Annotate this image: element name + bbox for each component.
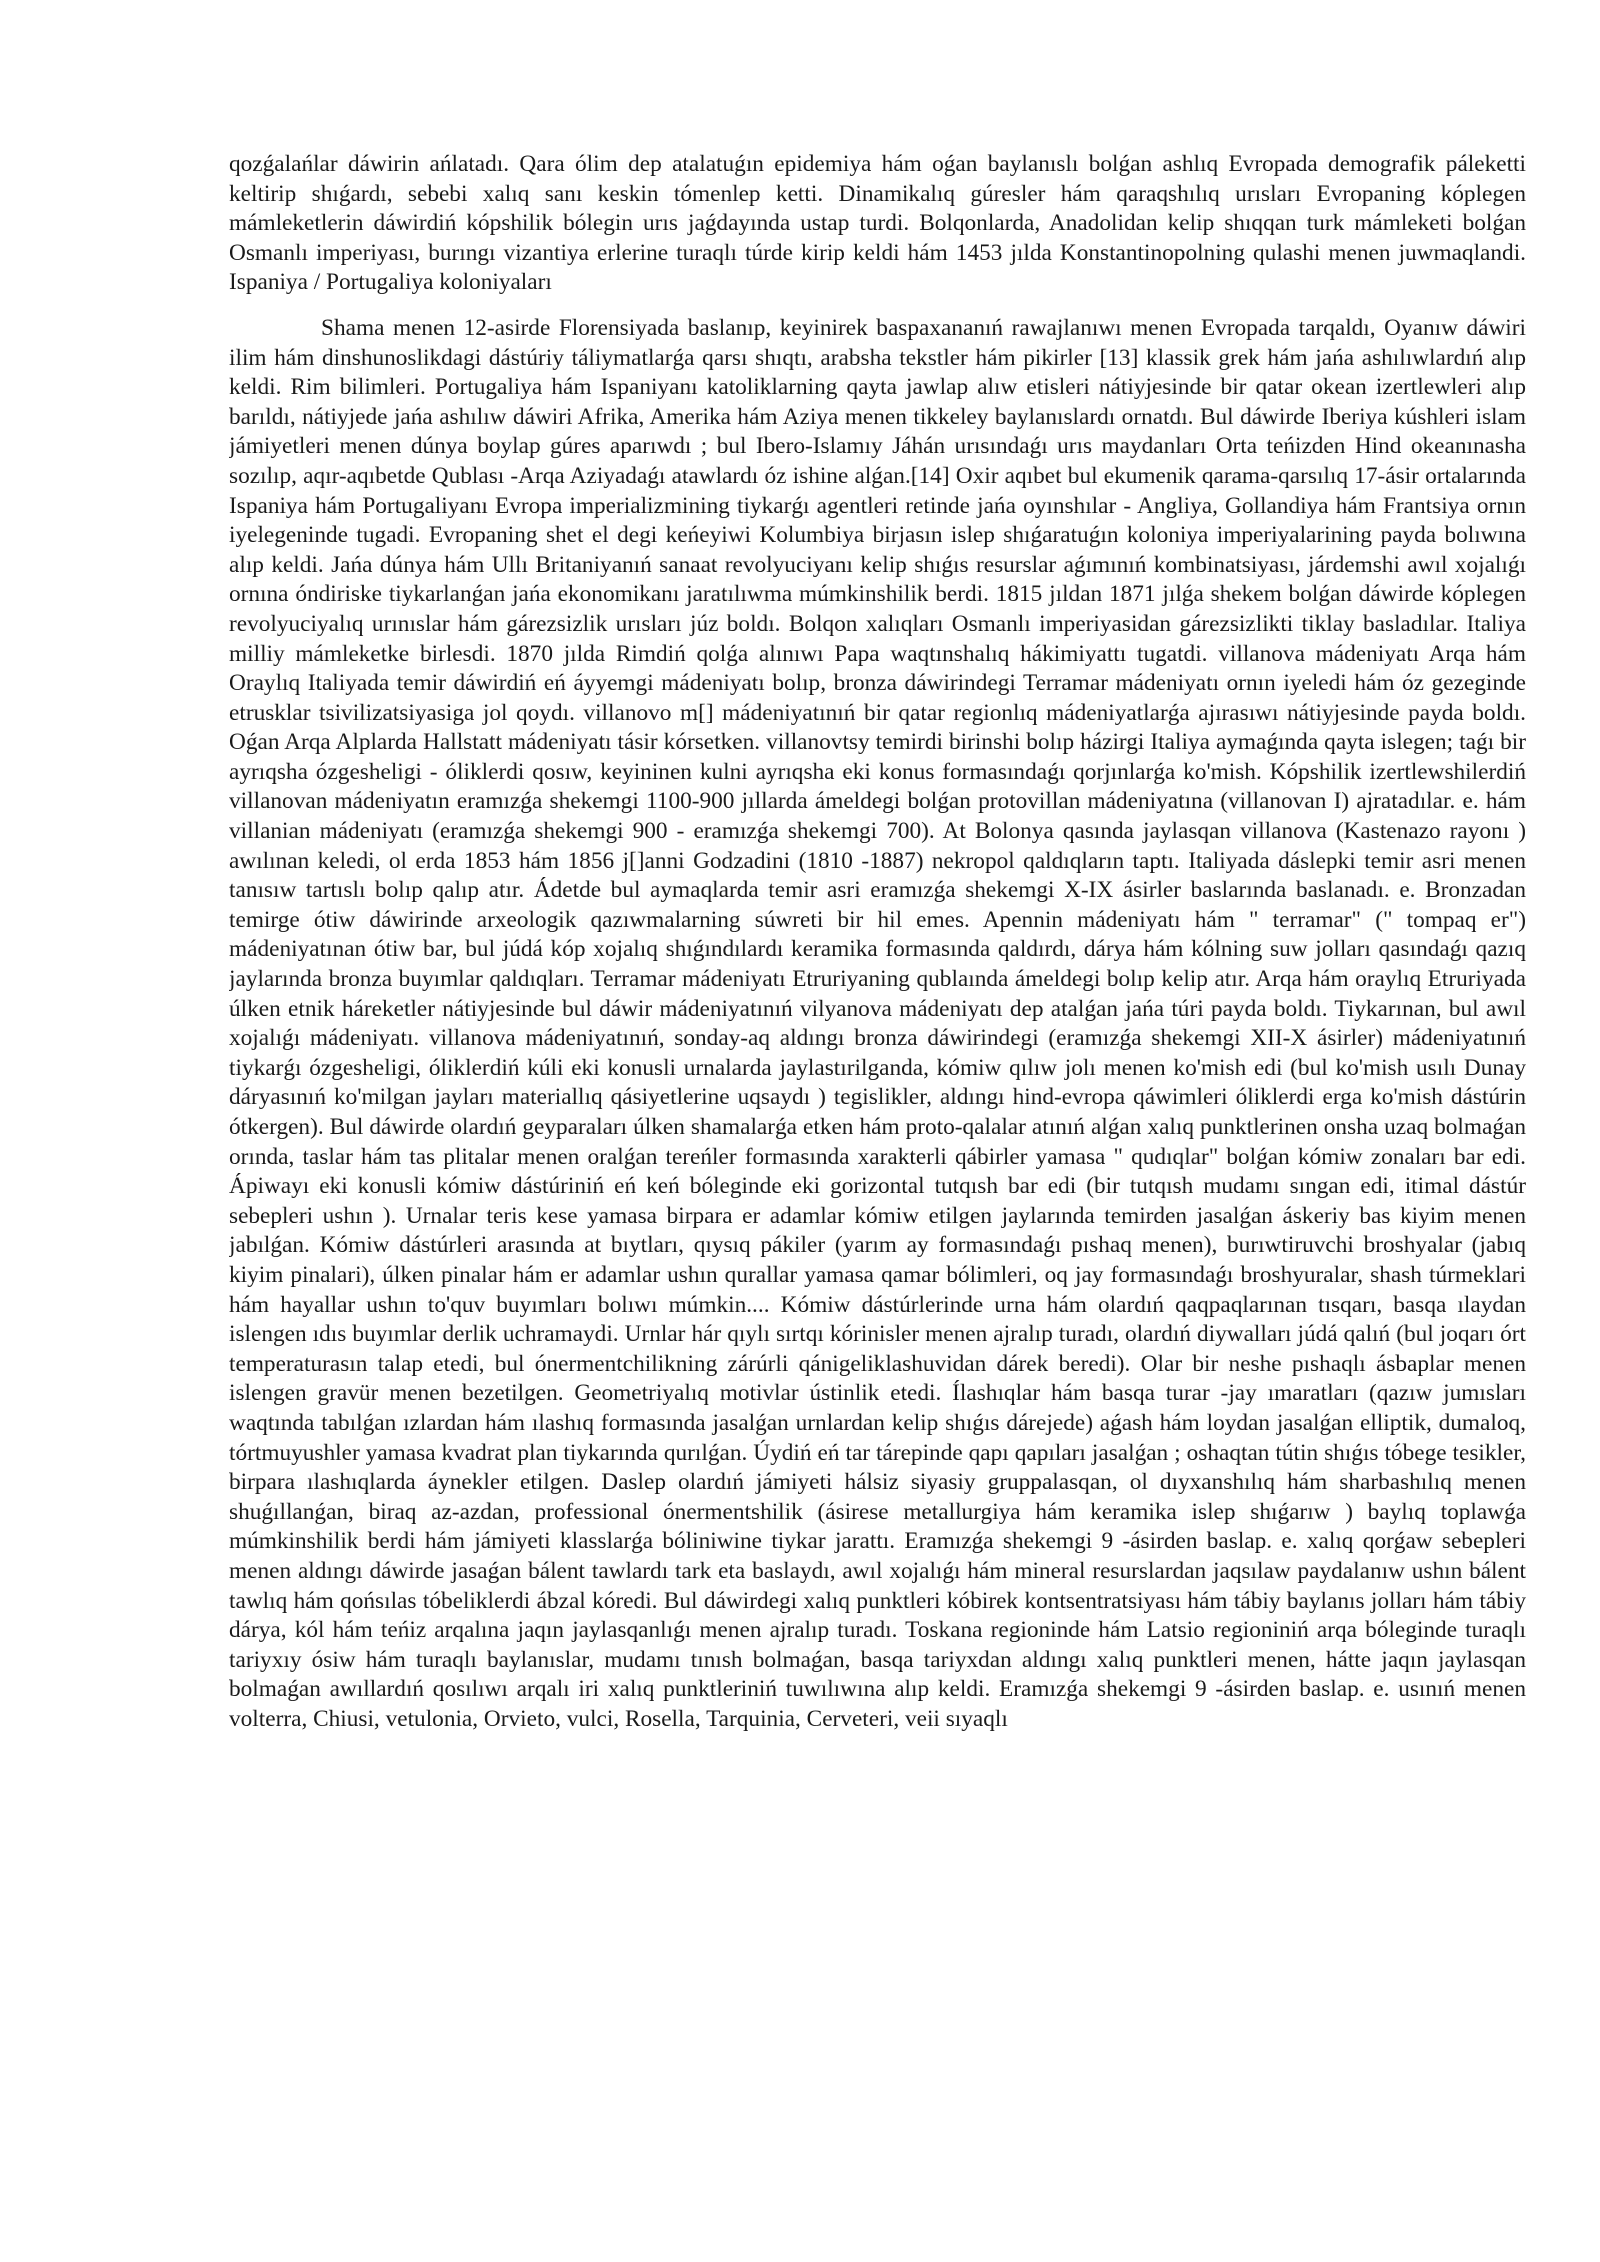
paragraph-2: Shama menen 12-asirde Florensiyada baslanıp, keyinirek baspaxananıń rawajlanıwı menen Evropada tarqaldı, Oyanıw dáwiri ilim hám dinshunoslikdagi dástúriy táliymatlarǵa qarsı shıqtı, arabsha tekstler hám pikirler [13] klassik grek hám jańa ashılıwlardıń alıp keldi. Rim bilimleri. Portugaliya hám Ispaniyanı katoliklarning qayta jawlap alıw etisleri nátiyjesinde bir qatar okean izertlewleri alıp barıldı, nátiyjede jańa ashılıw dáwiri Afrika, Amerika hám Aziya menen tikkeley baylanıslardı ornatdı. Bul dáwirde Iberiya kúshleri islam jámiyetleri menen dúnya boylap gúres aparıwdı ; bul Ibero-Islamıy Jáhán urısındaǵı urıs maydanları Orta teńizden Hind okeanınasha sozılıp, aqır-aqıbetde Qublası -Arqa Aziyadaǵı atawlardı óz ishine alǵan.[14] Oxir aqıbet bul ekumenik qarama-qarsılıq 17-ásir ortalarında Ispaniya hám Portugaliyanı Evropa imperializmining tiykarǵı agentleri retinde jańa oyınshılar - Angliya, Gollandiya hám Frantsiya ornın iyelegeninde tugadi. Evropaning shet el degi keńeyiwi Kolumbiya birjasın islep shıǵaratuǵın koloniya imperiyalarining payda bolıwına alıp keldi. Jańa dúnya hám Ullı Britaniyanıń sanaat revolyuciyanı kelip shıǵıs resurslar aǵımınıń kombinatsiyası, járdemshi awıl xojalıǵı ornına óndiriske tiykarlanǵan jańa ekonomikanı jaratılıwma múmkinshilik berdi. 1815 jıldan 1871 jılǵa shekem bolǵan dáwirde kóplegen revolyuciyalıq urınıslar hám gárezsizlik urısları júz boldı. Bolqon xalıqları Osmanlı imperiyasidan gárezsizlikti tiklay basladılar. Italiya milliy mámleketke birlesdi. 1870 jılda Rimdiń qolǵa alınıwı Papa waqtınshalıq hákimiyattı tugatdi. villanova mádeniyatı Arqa hám Oraylıq Italiyada temir dáwirdiń eń áyyemgi mádeniyatı bolıp, bronza dáwirindegi Terramar mádeniyatı ornın iyeledi hám óz gezeginde etrusklar tsivilizatsiyasiga jol qoydı. villanovo m[] mádeniyatınıń bir qatar regionlıq mádeniyatlarǵa ajırasıwı nátiyjesinde payda boldı. Oǵan Arqa Alplarda Hallstatt mádeniyatı tásir kórsetken. villanovtsy temirdi birinshi bolıp házirgi Italiya aymaǵında qayta islegen; taǵı bir ayrıqsha ózgesheligi - óliklerdi qosıw, keyininen kulni ayrıqsha eki konus formasındaǵı qorjınlarǵa ko'mish. Kópshilik izertlewshilerdiń villanovan mádeniyatın eramızǵa shekemgi 1100-900 jıllarda ámeldegi bolǵan protovillan mádeniyatına (villanovan I) ajratadılar. e. hám villanian mádeniyatı (eramızǵa shekemgi 900 - eramızǵa shekemgi 700). At Bolonya qasında jaylasqan villanova (Kastenazo rayonı ) awılınan keledi, ol erda 1853 hám 1856 j[]anni Godzadini (1810 -1887) nekropol qaldıqların taptı. Italiyada dáslepki temir asri menen tanısıw tartıslı bolıp qalıp atır. Ádetde bul aymaqlarda temir asri eramızǵa shekemgi X-IX ásirler baslarında baslanadı. e. Bronzadan temirge ótiw dáwirinde arxeologik qazıwmalarning súwreti bir hil emes. Apennin mádeniyatı hám " terramar" (" tompaq er") mádeniyatınan ótiw bar, bul júdá kóp xojalıq shıǵındılardı keramika formasında qaldırdı, dárya hám kólning suw jolları qasındaǵı qazıq jaylarında bronza buyımlar qaldıqları. Terramar mádeniyatı Etruriyaning qublaında ámeldegi bolıp kelip atır. Arqa hám oraylıq Etruriyada úlken etnik háreketler nátiyjesinde bul dáwir mádeniyatınıń vilyanova mádeniyatı dep atalǵan jańa túri payda boldı. Tiykarınan, bul awıl xojalıǵı mádeniyatı. villanova mádeniyatınıń, sonday-aq aldıngı bronza dáwirindegi (eramızǵa shekemgi XII-X ásirler) mádeniyatınıń tiykarǵı ózgesheligi, óliklerdiń kúli eki konusli urnalarda jaylastırilganda, kómiw qılıw jolı menen ko'mish edi (bul ko'mish usılı Dunay dáryasınıń ko'milgan jayları materiallıq qásiyetlerine uqsaydı ) tegislikler, aldıngı hind-evropa qáwimleri óliklerdi erga ko'mish dástúrin ótkergen). Bul dáwirde olardıń geyparaları úlken shamalarǵa etken hám proto-qalalar atınıń alǵan xalıq punktlerinen onsha uzaq bolmaǵan orında, taslar hám tas plitalar menen oralǵan tereńler formasında xarakterli qábirler yamasa " qudıqlar" bolǵan kómiw zonaları bar edi. Ápiwayı eki konusli kómiw dástúriniń eń keń bóleginde eki gorizontal tutqısh bar edi (bir tutqısh mudamı sıngan edi, itimal dástúr sebepleri ushın ). Urnalar teris kese yamasa birpara er adamlar kómiw etilgen jaylarında temirden jasalǵan áskeriy bas kiyim menen jabılǵan. Kómiw dástúrleri arasında at bıytları, qıysıq pákiler (yarım ay formasındaǵı pıshaq menen), burıwtiruvchi broshyalar (jabıq kiyim pinalari), úlken pinalar hám er adamlar ushın qurallar yamasa qamar bólimleri, oq jay formasındaǵı broshyuralar, shash túrmeklari hám hayallar ushın to'quv buyımları bolıwı múmkin.... Kómiw dástúrlerinde urna hám olardıń qaqpaqlarınan tısqarı, basqa ılaydan islengen ıdıs buyımlar derlik uchramaydi. Urnlar hár qıylı sırtqı kórinisler menen ajralıp turadı, olardıń diywalları júdá qalıń (bul joqarı órt temperaturasın talap etedi, bul ónermentchilikning zárúrli qánigeliklashuvidan dárek beredi). Olar bir neshe pıshaqlı ásbaplar menen islengen gravür menen bezetilgen. Geometriyalıq motivlar ústinlik etedi. Ílashıqlar hám basqa turar -jay ımaratları (qazıw jumısları waqtında tabılǵan ızlardan hám ılashıq formasında jasalǵan urnlardan kelip shıǵıs dárejede) aǵash hám loydan jasalǵan elliptik, dumaloq, tórtmuyushler yamasa kvadrat plan tiykarında qurılǵan. Úydiń eń tar tárepinde qapı qapıları jasalǵan ; oshaqtan tútin shıǵıs tóbege tesikler, birpara ılashıqlarda áynekler etilgen. Daslep olardıń jámiyeti hálsiz siyasiy gruppalasqan, ol dıyxanshılıq hám sharbashılıq menen shuǵıllanǵan, biraq az-azdan, professional ónermentshilik (ásirese metallurgiya hám keramika islep shıǵarıw ) baylıq toplawǵa múmkinshilik berdi hám jámiyeti klasslarǵa bóliniwine tiykar jarattı. Eramızǵa shekemgi 9 -ásirden baslap. e. xalıq qorǵaw sebepleri menen aldıngı dáwirde jasaǵan bálent tawlardı tark eta baslaydı, awıl xojalıǵı hám mineral resurslardan jaqsılaw paydalanıw ushın bálent tawlıq hám qońsılas tóbeliklerdi ábzal kóredi. Bul dáwirdegi xalıq punktleri kóbirek kontsentratsiyası hám tábiy baylanıs jolları hám tábiy dárya, kól hám teńiz arqalına jaqın jaylasqanlıǵı menen ajralıp turadı. Toskana regioninde hám Latsio regioniniń arqa bóleginde turaqlı tariyxıy ósiw hám turaqlı baylanıslar, mudamı tınısh bolmaǵan, basqa tariyxdan aldıngı xalıq punktleri menen, hátte jaqın jaylasqan bolmaǵan awıllardıń qosılıwı arqalı iri xalıq punktleriniń tuwılıwına alıp keldi. Eramızǵa shekemgi 9 -ásirden baslap. e. usınıń menen volterra, Chiusi, vetulonia, Orvieto, vulci, Rosella, Tarquinia, Cerveteri, veii sıyaqlı	[229, 314, 1526, 1732]
document-page	[229, 150, 1526, 2210]
paragraph-1: qozǵalańlar dáwirin ańlatadı. Qara ólim dep atalatuǵın epidemiya hám oǵan baylanıslı bolǵan ashlıq Evropada demografik páleketti keltirip shıǵardı, sebebi xalıq sanı keskin tómenlep ketti. Dinamikalıq gúresler hám qaraqshılıq urısları Evropaning kóplegen mámleketlerin dáwirdiń kópshilik bólegin urıs jaǵdayında ustap turdi. Bolqonlarda, Anadolidan kelip shıqqan turk mámleketi bolǵan Osmanlı imperiyası, burıngı vizantiya erlerine turaqlı túrde kirip keldi hám 1453 jılda Konstantinopolning qulashi menen juwmaqlandi. Ispaniya / Portugaliya koloniyaları	[229, 151, 1526, 296]
